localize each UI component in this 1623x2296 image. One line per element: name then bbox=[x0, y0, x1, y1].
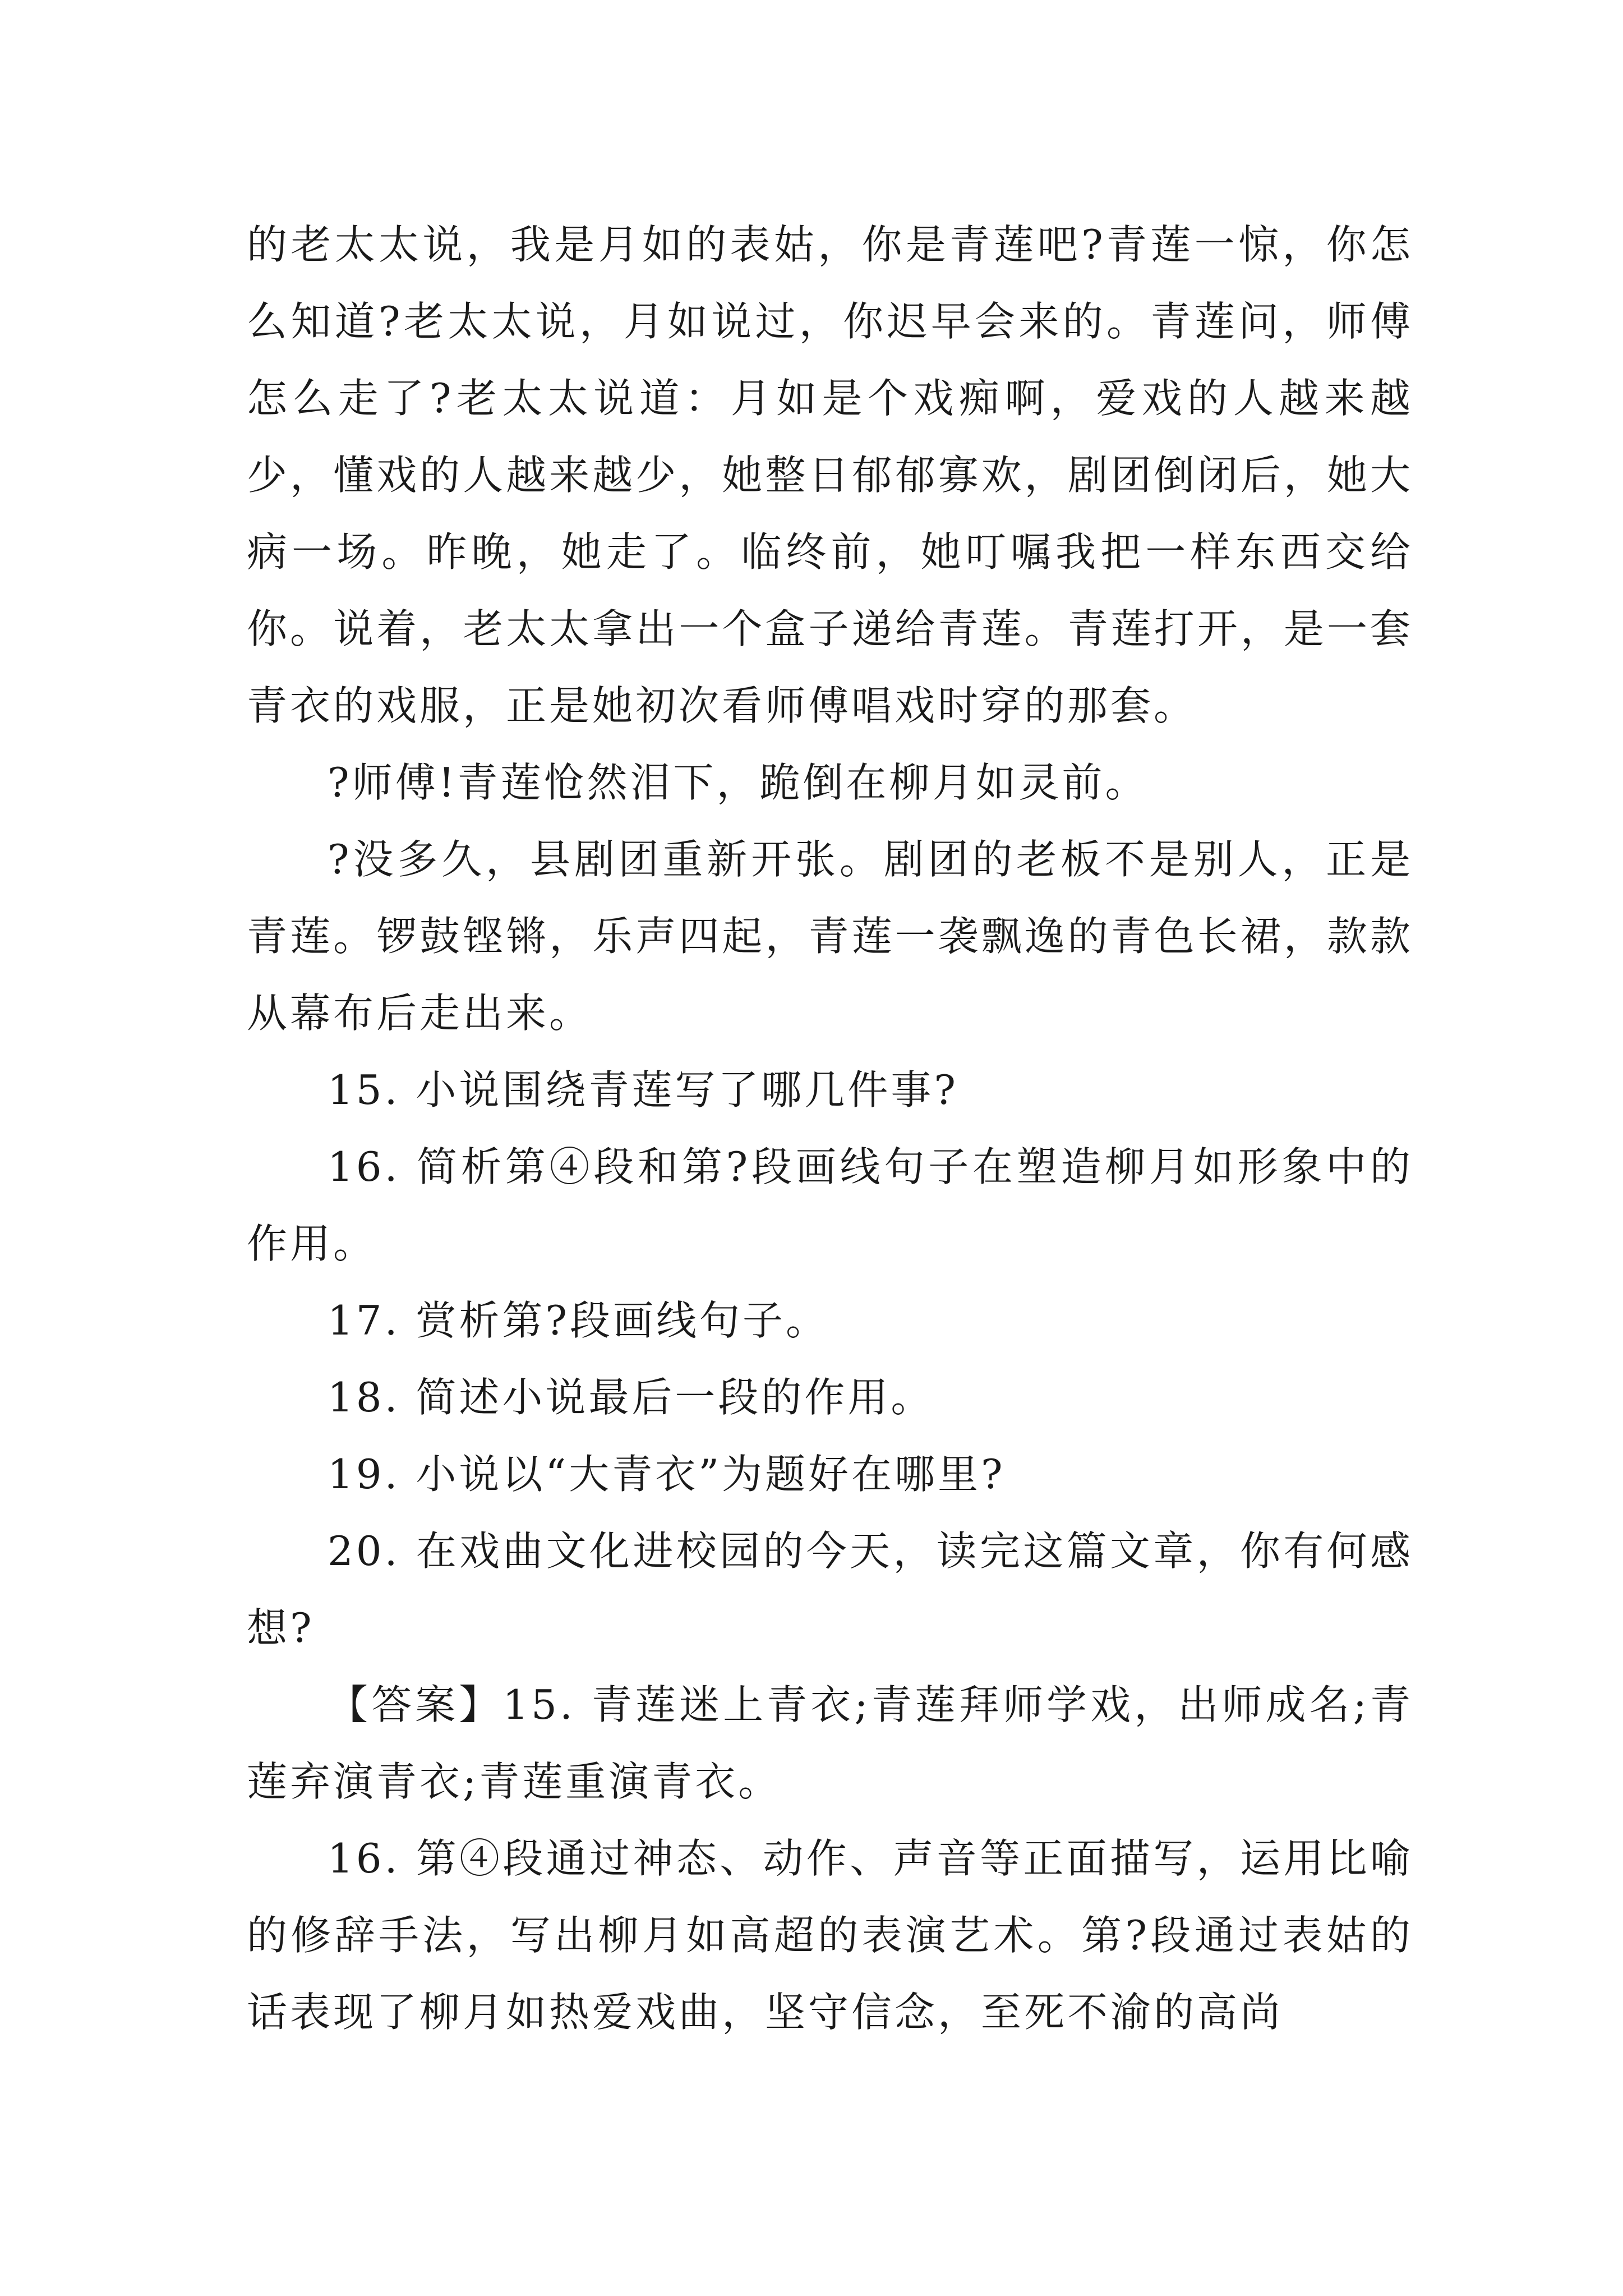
question-18: 18. 简述小说最后一段的作用。 bbox=[328, 1374, 934, 1421]
paragraph-kneel: ?师傅!青莲怆然泪下，跪倒在柳月如灵前。 bbox=[328, 759, 1149, 806]
document-body bbox=[247, 206, 1413, 2051]
question-19: 19. 小说以“大青衣”为题好在哪里? bbox=[328, 1451, 1006, 1498]
question-15: 15. 小说围绕青莲写了哪几件事? bbox=[328, 1066, 958, 1114]
answer-15: 【答案】15. 青莲迷上青衣;青莲拜师学戏，出师成名;青莲弃演青衣;青莲重演青衣。 bbox=[247, 1681, 1413, 1805]
question-16: 16. 简析第④段和第?段画线句子在塑造柳月如形象中的作用。 bbox=[247, 1143, 1413, 1267]
question-17: 17. 赏析第?段画线句子。 bbox=[328, 1297, 829, 1344]
paragraph-story-ending: 的老太太说，我是月如的表姑，你是青莲吧?青莲一惊，你怎么知道?老太太说，月如说过，你迟早会来的。青莲问，师傅怎么走了?老太太说道：月如是个戏痴啊，爱戏的人越来越少，懂戏的人越来越少，她整日郁郁寡欢，剧团倒闭后，她大病一场。昨晚，她走了。临终前，她叮嘱我把一样东西交给你。说着，老太太拿出一个盒子递给青莲。青莲打开，是一套青衣的戏服，正是她初次看师傅唱戏时穿的那套。 bbox=[247, 221, 1413, 729]
answer-16: 16. 第④段通过神态、动作、声音等正面描写，运用比喻的修辞手法，写出柳月如高超的表演艺术。第?段通过表姑的话表现了柳月如热爱戏曲，坚守信念，至死不渝的高尚 bbox=[247, 1835, 1413, 2036]
paragraph-reopen: ?没多久，县剧团重新开张。剧团的老板不是别人，正是青莲。锣鼓铿锵，乐声四起，青莲一袭飘逸的青色长裙，款款从幕布后走出来。 bbox=[247, 836, 1413, 1037]
question-20: 20. 在戏曲文化进校园的今天，读完这篇文章，你有何感想? bbox=[247, 1527, 1413, 1651]
